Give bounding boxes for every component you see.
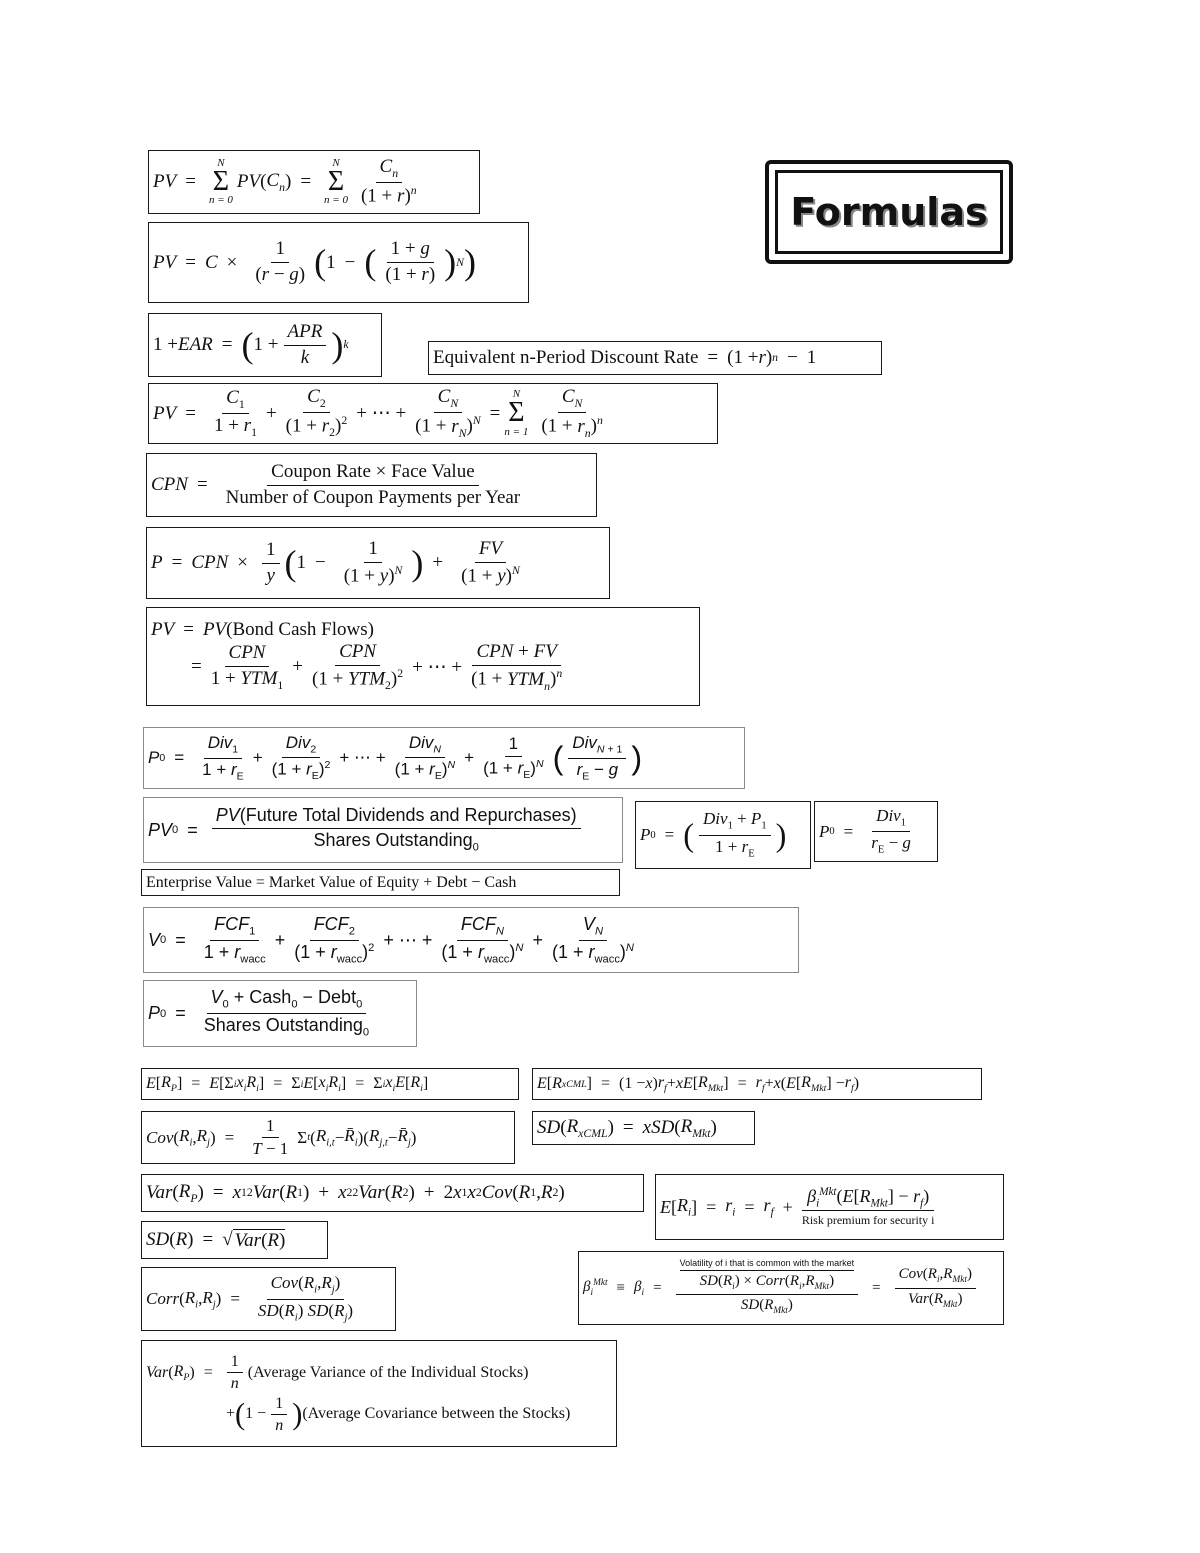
formula-correlation: Corr ( $R_i$ , $R_j$ ) = $\frac{Cov(R_i,R_j)}{SD(R_i) SD(R_j)}$ (141, 1267, 396, 1331)
formula-pv-sum: PV = N Σ n = 0 PV ( $C_n$ ) = N Σ n = 0 $\frac{C_n}{(1 + r)^n}$ (148, 150, 480, 214)
formula-expected-portfolio-return: E [ $R_P$ ] = E [Σ i $x_iR_i$ ] = Σ i E [ $x_iR_i$ ] = Σ i $x_iE$ [ $R_i$ ] (141, 1068, 519, 1100)
formula-bond-price: P = CPN × $\frac{1}{y}$ ( 1 − $\frac{1}{(1 + y)^N}$ ) + $\frac{FV}{(1 + y)^N}$ (146, 527, 610, 599)
equiv-period-label: Equivalent n-Period Discount Rate (433, 347, 699, 368)
formula-beta: $\beta_i^{Mkt}$ ≡ $\beta_i$ = Volatility of i that is common with the market $SD(R_i)$ × $Corr(R_i,R_{Mkt})$ $SD(R_{Mkt})$ = $\frac{Cov(R_i,R_{Mkt})}{Var(R_{Mkt})}$ (578, 1251, 1004, 1325)
formula-total-payout: PV 0 = $\frac{\text{PV(Future Total Dividends and Repurchases)}}{Shares Outstanding_0}$ (143, 797, 623, 863)
formula-pv-bond-cash-flows: PV = PV (Bond Cash Flows) = $\frac{\text{CPN}}{1 + YTM_1}$ + $\frac{\text{CPN}}{(1 + YTM_2)^2}$ + ⋯ + $\frac{\text{CPN + FV}}{(1 + YTM_n)^n}$ (146, 607, 700, 706)
page-title: Formulas (775, 170, 1003, 254)
formula-share-price: P 0 = $\frac{V_0 + Cash_0 - Debt_0}{Shares Outstanding_0}$ (143, 980, 417, 1047)
formula-enterprise-value (141, 869, 620, 896)
volatility-note: Volatility of i that is common with the market (680, 1258, 855, 1271)
formula-ear: 1 + EAR = ( 1 + $\frac{\text{APR}}{k}$ ) k (148, 313, 382, 377)
coupon-denominator: Number of Coupon Payments per Year (225, 486, 521, 508)
formula-pv-term-structure: PV = $\frac{C_1}{1 + r_1}$ + $\frac{C_2}{(1 + r_2)^2}$ + ⋯ + $\frac{C_N}{(1 + r_N)^N}$ = N Σ n = 1 $\frac{C_N}{(1 + r_n)^n}$ (148, 383, 718, 444)
formula-capm: E [ $R_i$ ] = $r_i$ = $r_f$ + $\beta_i^{Mkt}(E[R_{Mkt}] - r_f)$ Risk premium for security i (655, 1174, 1004, 1240)
coupon-numerator: Coupon Rate × Face Value (267, 461, 479, 486)
avg-covariance-label: (Average Covariance between the Stocks) (302, 1405, 571, 1423)
formula-equivalent-rate: Equivalent n-Period Discount Rate = (1 + r ) n − 1 (428, 341, 882, 375)
shares-outstanding-label: Shares Outstanding (313, 829, 473, 850)
avg-variance-label: (Average Variance of the Individual Stocks) (247, 1363, 529, 1381)
formulas-title-box (765, 160, 1013, 264)
bond-cash-flows-label: (Bond Cash Flows) (226, 619, 374, 641)
formula-coupon: CPN = $\frac{\text{Coupon Rate × Face Value}}{\text{Number of Coupon Payments per Year}}$ (146, 453, 597, 517)
formula-portfolio-variance: Var ( $R_P$ ) = x 1 2 Var ( R 1 ) + x 2 2 Var ( R 2 ) + 2 x 1 x 2 Cov ( R 1 , R 2 ) (141, 1174, 644, 1212)
future-dividends-label: (Future Total Dividends and Repurchases) (239, 805, 577, 826)
formula-growing-annuity: PV = C × $\frac{1}{(r - g)}$ ( 1 − ( $\frac{1 + g}{(1 + r)}$ ) N ) (148, 222, 529, 303)
formula-covariance: Cov ( $R_i$ , $R_j$ ) = $\frac{1}{T - 1}$ Σ t ( $R_{i,t}$ − $R̄_i$ )( $R_{j,t}$ − $R̄_j$ ) (141, 1111, 515, 1164)
enterprise-value-text: Enterprise Value = Market Value of Equity + Debt − Cash (146, 873, 517, 891)
formula-standard-deviation: SD ( R ) = √ Var(R) (141, 1221, 328, 1259)
formula-equal-weight-variance: Var ( $R_P$ ) = $\frac{1}{n}$ (Average Variance of the Individual Stocks) + ( 1 − $\frac{1}{n}$ ) (Average Covariance between the Stocks) (141, 1340, 617, 1447)
formula-cml-return: E [ R xCML ] = (1 − x ) $r_f$ + xE [ $R_{Mkt}$ ] = $r_f$ + x ( E [ $R_{Mkt}$ ] − $r_f$ ) (532, 1068, 982, 1100)
formula-dividend-discount: P 0 = $\frac{Div_1}{1 + r_E}$ + $\frac{Div_2}{(1 + r_E)^2}$ + ⋯ + $\frac{Div_N}{(1 + r_E)^N}$ + $\frac{1}{(1 + r_E)^N}$ ( $\frac{Div_{N + 1}}{r_E - g}$ ) (143, 727, 745, 789)
formula-sd-cml: SD ( $R_{xCML}$ ) = xSD ( $R_{Mkt}$ ) (532, 1111, 755, 1145)
formula-constant-growth: P 0 = $\frac{Div_1}{r_E - g}$ (814, 801, 938, 862)
risk-premium-note: Risk premium for security i (802, 1210, 935, 1228)
formula-fcf-valuation: V 0 = $\frac{FCF_1}{1 + r_{wacc}}$ + $\frac{FCF_2}{(1 + r_{wacc})^2}$ + ⋯ + $\frac{FCF_N}{(1 + r_{wacc})^N}$ + $\frac{V_N}{(1 + r_{wacc})^N}$ (143, 907, 799, 973)
formula-one-period-price: P 0 = ( $\frac{Div_1 + P_1}{1 + r_E}$ ) (635, 801, 811, 869)
